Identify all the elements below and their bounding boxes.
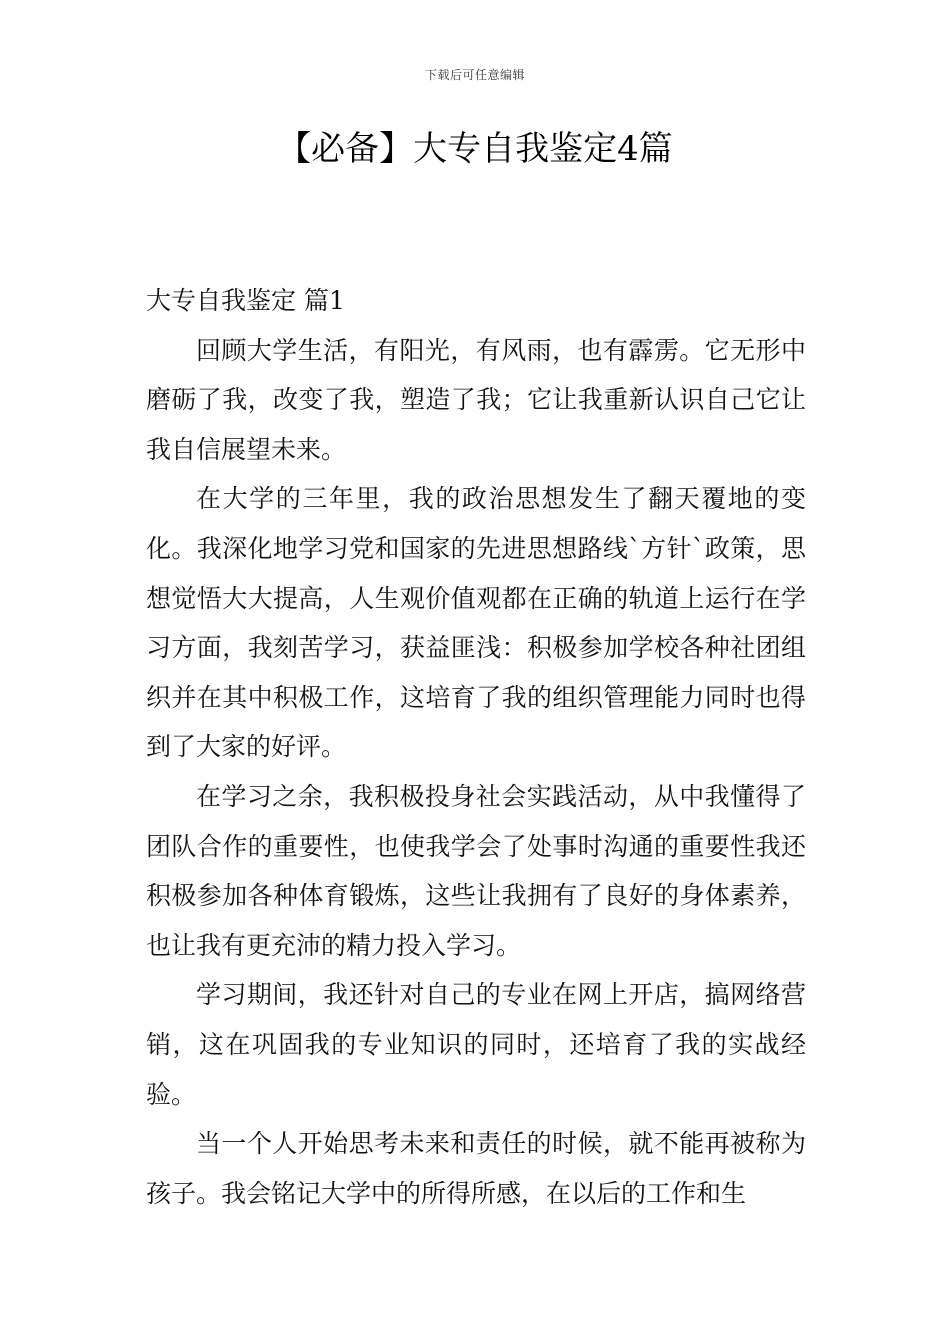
document-body <box>146 276 806 1218</box>
paragraph-2: 在大学的三年里，我的政治思想发生了翻天覆地的变化。我深化地学习党和国家的先进思想路线`方针`政策，思想觉悟大大提高，人生观价值观都在正确的轨道上运行在学习方面，我刻苦学习，获益匪浅：积极参加学校各种社团组织并在其中积极工作，这培育了我的组织管理能力同时也得到了大家的好评。 <box>146 484 806 762</box>
paragraph-4: 学习期间，我还针对自己的专业在网上开店，搞网络营销，这在巩固我的专业知识的同时，还培育了我的实战经验。 <box>146 980 806 1109</box>
paragraph-1: 回顾大学生活，有阳光，有风雨，也有霹雳。它无形中磨砺了我，改变了我，塑造了我；它让我重新认识自己它让我自信展望未来。 <box>146 335 806 464</box>
header-note: 下载后可任意编辑 <box>424 68 525 82</box>
paragraph-3: 在学习之余，我积极投身社会实践活动，从中我懂得了团队合作的重要性，也使我学会了处事时沟通的重要性我还积极参加各种体育锻炼，这些让我拥有了良好的身体素养，也让我有更充沛的精力投入学习。 <box>146 781 806 960</box>
section-heading: 大专自我鉴定 篇1 <box>146 286 345 315</box>
paragraph-5: 当一个人开始思考未来和责任的时候，就不能再被称为孩子。我会铭记大学中的所得所感，在以后的工作和生 <box>146 1129 806 1208</box>
document-title: 【必备】大专自我鉴定4篇 <box>277 129 673 169</box>
